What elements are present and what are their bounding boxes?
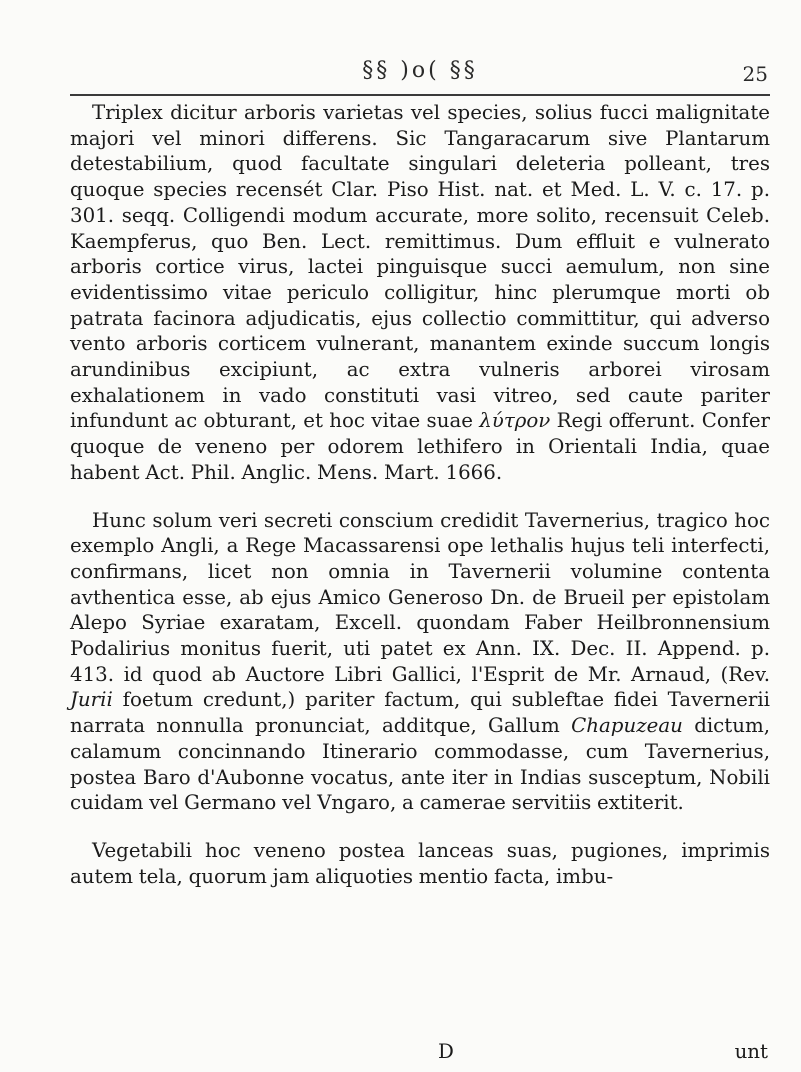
paragraph-2-text-c: dictum, calamum concinnando Itinerario commodasse, cum Tavernerius, postea Baro d'Aubonne vocatus, ante iter in Indias susceptum, Nobili cuidam vel Germano vel Vngaro, a camerae servitiis extiterit. — [70, 714, 770, 815]
paragraph-2-text-b: foetum credunt,) pariter factum, qui subleftae fidei Tavernerii narrata nonnulla pronunciat, additque, Gallum — [70, 688, 770, 738]
paragraph-2 — [70, 508, 770, 816]
paragraph-2-text-a: Hunc solum veri secreti conscium credidit Tavernerius, tragico hoc exemplo Angli, a Rege Macassarensi ope lethalis hujus teli interfecti, confirmans, licet non omnia in Tavernerii volumine contenta avthentica esse, ab ejus Amico Generoso Dn. de Brueil per epistolam Alepo Syriae exaratam, Excell. quondam Faber Heilbronnensium Podalirius monitus fuerit, uti patet ex Ann. IX. Dec. II. Append. p. 413. id quod ab Auctore Libri Gallici, l'Esprit de Mr. Arnaud, (Rev. — [70, 508, 770, 686]
signature-mark: D — [438, 1040, 454, 1063]
page-header — [70, 58, 770, 98]
italic-name-jurii: Jurii — [70, 688, 113, 712]
paragraph-1-text-a: Triplex dicitur arboris varietas vel species, solius fucci malignitate majori vel minori differens. Sic Tangaracarum sive Plantarum detestabilium, quod facultate singulari deleteria polleant, tres quoque species recensét Clar. Piso Hist. nat. et Med. L. V. c. 17. p. 301. seqq. Colligendi modum accurate, more solito, recensuit Celeb. Kaempferus, quo Ben. Lect. remittimus. Dum effluit e vulnerato arboris cortice virus, lactei pinguisque succi aemulum, non sine evidentissimo vitae periculo colligitur, hinc plerumque morti ob patrata facinora adjudicatis, ejus collectio committitur, qui adverso vento arboris corticem vulnerant, manantem exinde succum longis arundinibus excipiunt, ac extra vulneris arborei virosam exhalationem in vado constituti vasi vitreo, sed caute pariter infundunt ac obturant, et hoc vitae suae — [70, 101, 770, 433]
header-rule — [70, 94, 770, 96]
page-footer — [70, 1040, 770, 1066]
catchword: unt — [734, 1040, 768, 1063]
greek-word-lytron: λύτρον — [479, 409, 551, 433]
page-body — [70, 100, 770, 889]
running-head-ornament: §§ )o( §§ — [362, 58, 478, 83]
page-number: 25 — [742, 62, 768, 86]
paragraph-1 — [70, 100, 770, 486]
paragraph-3-text: Vegetabili hoc veneno postea lanceas suas, pugiones, imprimis autem tela, quorum jam aliquoties mentio facta, imbu- — [70, 838, 770, 888]
paragraph-3 — [70, 838, 770, 889]
paragraph-1-text-b: Regi offerunt. Confer quoque de veneno per odorem lethifero in Orientali India, quae habent Act. Phil. Anglic. Mens. Mart. 1666. — [70, 409, 770, 484]
italic-name-chapuzeau: Chapuzeau — [571, 714, 683, 738]
